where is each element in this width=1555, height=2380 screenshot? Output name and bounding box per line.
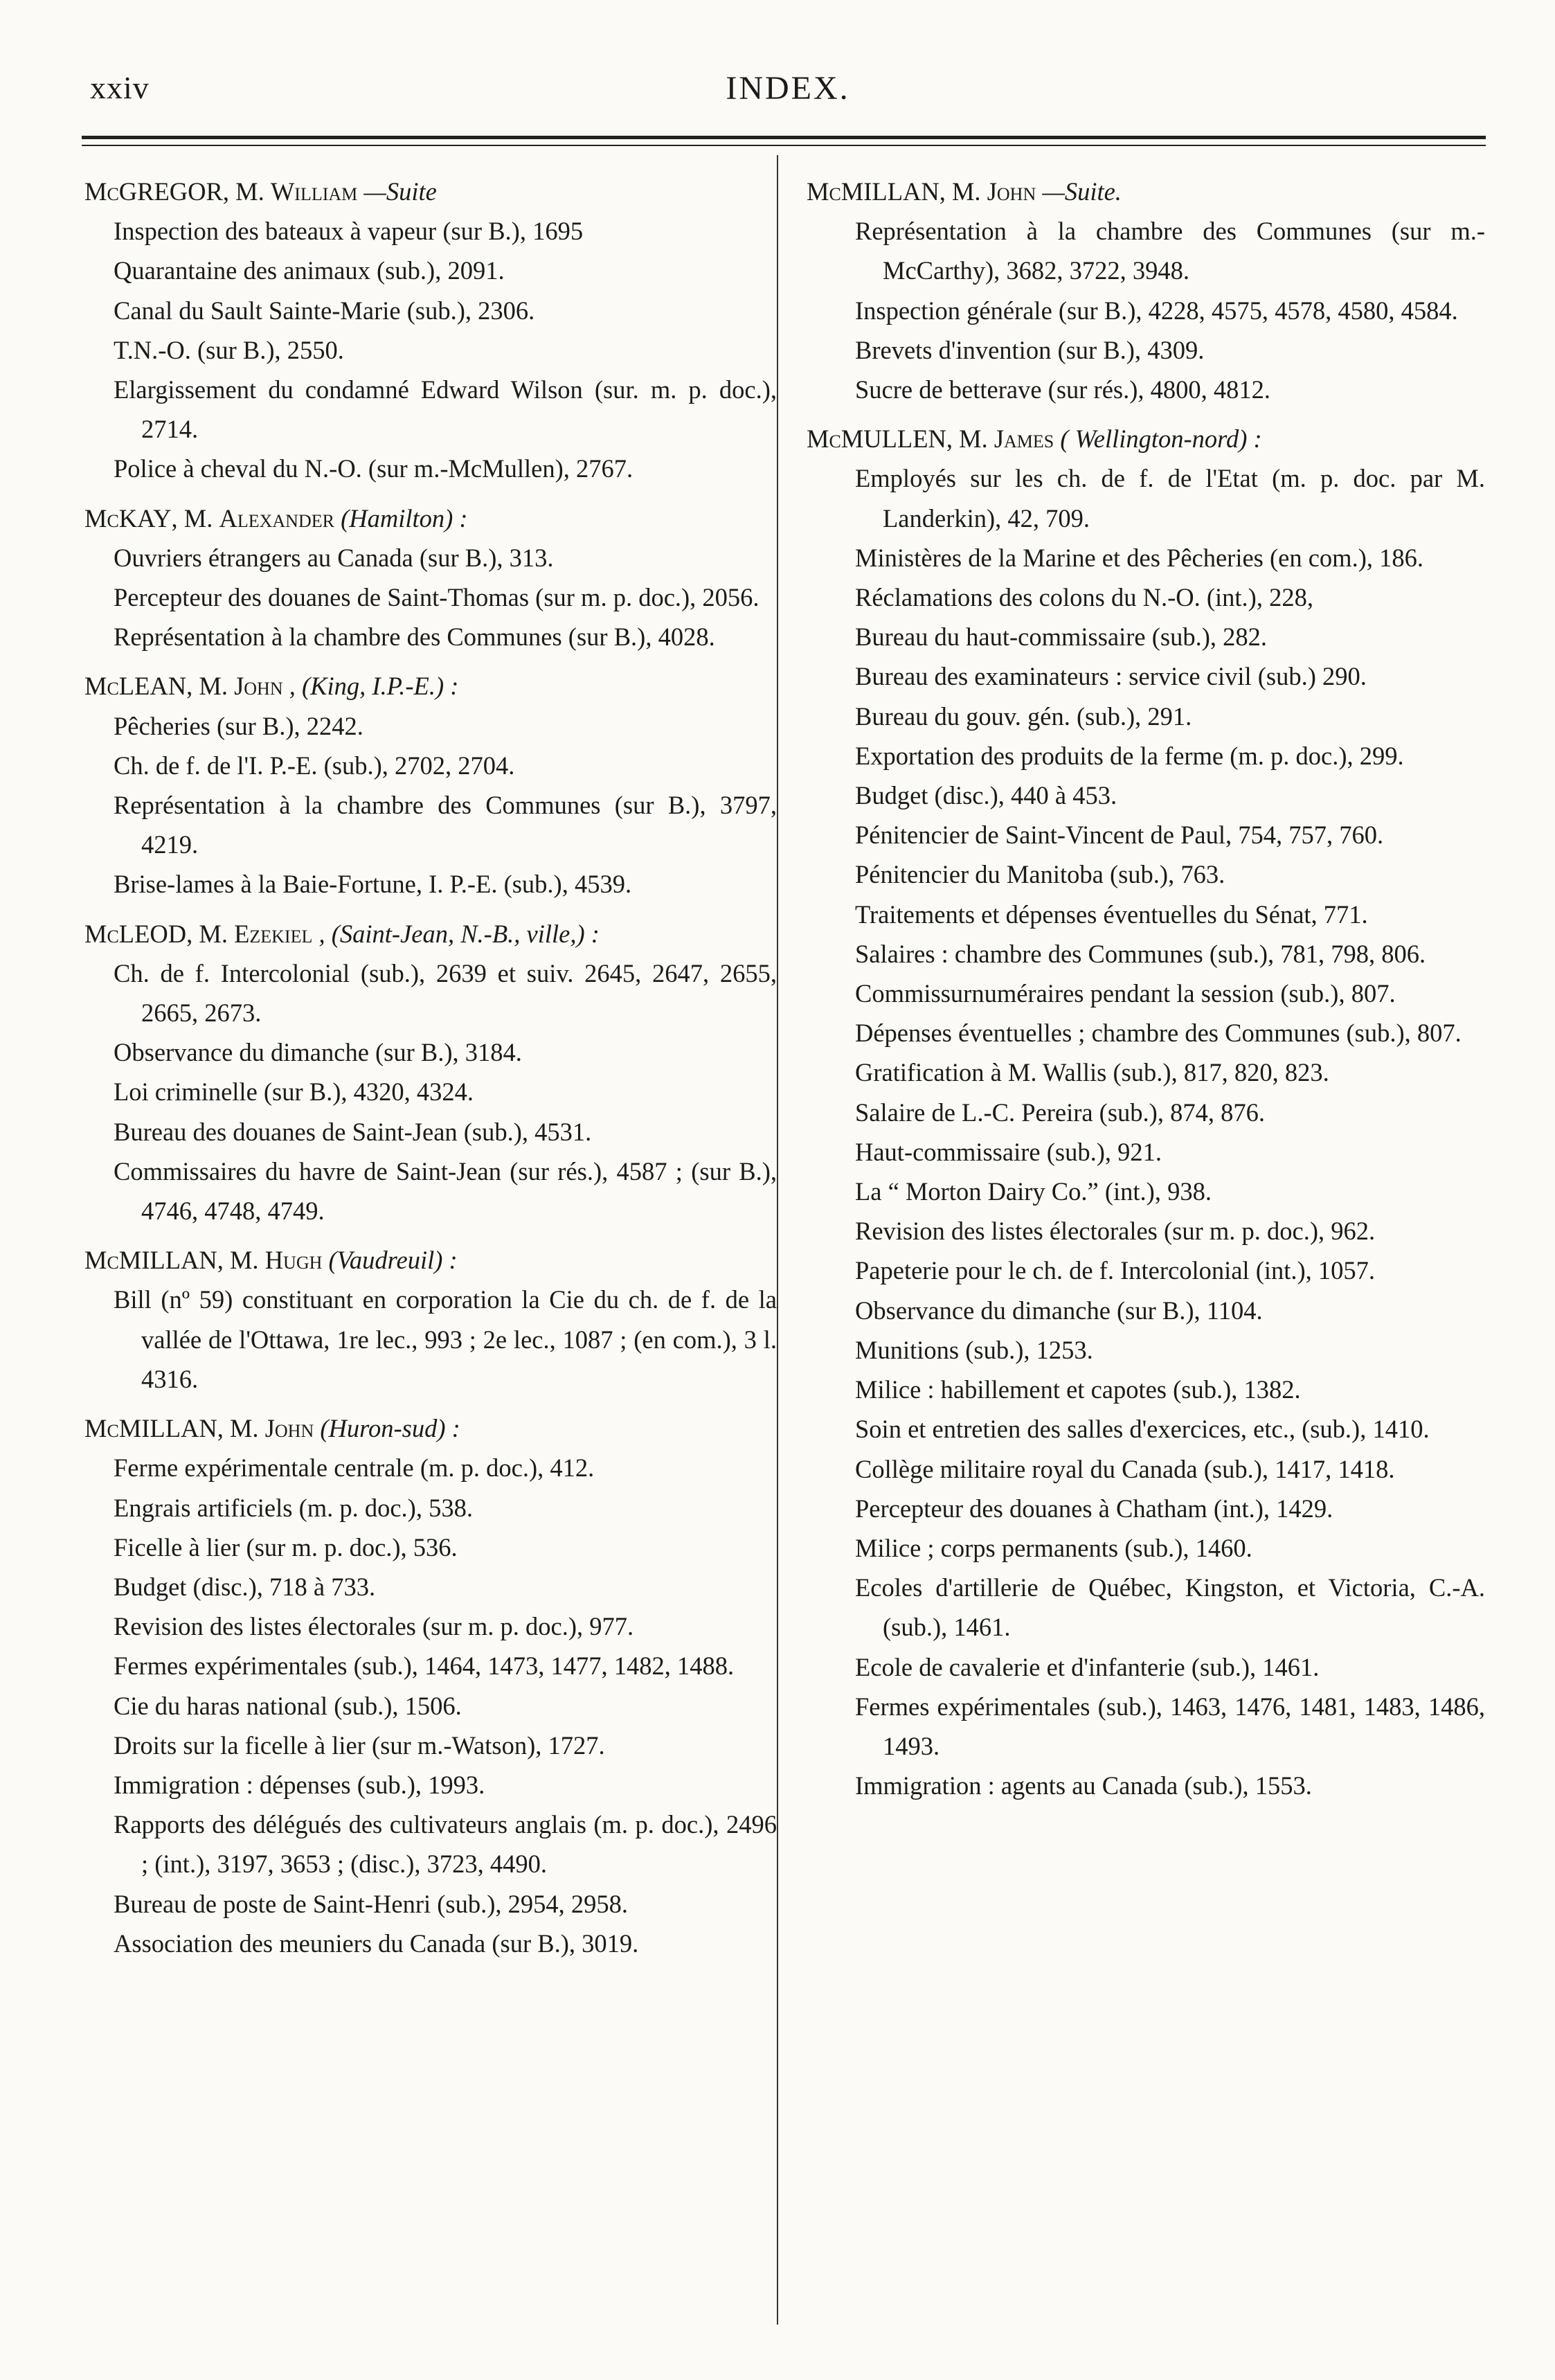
index-heading: McLEAN, M. John , (King, I.P.-E.) : (84, 672, 459, 701)
given-name: Alexander (219, 503, 334, 533)
riding: , (King, I.P.-E.) : (289, 672, 459, 701)
given-name: John (264, 1414, 314, 1443)
honorific: M. (199, 919, 228, 948)
index-entry: Collège militaire royal du Canada (sub.), 1417, 1418. (855, 1454, 1395, 1483)
index-entry: Brevets d'invention (sur B.), 4309. (855, 335, 1205, 364)
index-entry: Pénitencier de Saint-Vincent de Paul, 754, 757, 760. (855, 821, 1384, 850)
surname: McKAY (84, 503, 172, 533)
index-entry: Dépenses éventuelles ; chambre des Communes (sub.), 807. (855, 1019, 1462, 1048)
page-number: xxiv (90, 70, 150, 105)
index-entry: Ch. de f. de l'I. P.-E. (sub.), 2702, 2704. (114, 751, 515, 780)
left-column (84, 172, 777, 1973)
given-name: John (234, 672, 283, 701)
index-group (84, 666, 777, 904)
riding: —Suite. (1042, 177, 1122, 206)
index-entry: Bureau des douanes de Saint-Jean (sub.), 4531. (114, 1117, 592, 1146)
index-entry: Elargissement du condamné Edward Wilson (sur. m. p. doc.), 2714. (114, 375, 777, 444)
index-heading: McMILLAN, M. Hugh (Vaudreuil) : (84, 1246, 458, 1275)
index-entry: Engrais artificiels (m. p. doc.), 538. (114, 1493, 473, 1522)
index-entry: Quarantaine des animaux (sub.), 2091. (114, 256, 505, 285)
surname: McMILLAN (84, 1246, 217, 1275)
honorific: M. (959, 424, 988, 454)
index-heading: McLEOD, M. Ezekiel , (Saint-Jean, N.-B., ville,) : (84, 919, 600, 948)
index-entry: Représentation à la chambre des Communes (sur B.), 3797, 4219. (114, 791, 777, 859)
riding: (Vaudreuil) : (328, 1246, 458, 1275)
header-rule-thin (82, 145, 1486, 146)
header-rule-thick (82, 136, 1486, 139)
index-entry: Ouvriers étrangers au Canada (sur B.), 313. (114, 543, 554, 572)
index-entry: Salaires : chambre des Communes (sub.), 781, 798, 806. (855, 939, 1426, 968)
index-entry: Cie du haras national (sub.), 1506. (114, 1691, 462, 1720)
index-group (807, 172, 1485, 409)
index-entry: La “ Morton Dairy Co.” (int.), 938. (855, 1177, 1212, 1206)
index-entry: Inspection des bateaux à vapeur (sur B.), 1695 (114, 217, 584, 246)
index-group (84, 914, 777, 1231)
index-entry: Munitions (sub.), 1253. (855, 1335, 1093, 1364)
index-entry: Ficelle à lier (sur m. p. doc.), 536. (114, 1532, 458, 1562)
index-entry: Police à cheval du N.-O. (sur m.-McMullen), 2767. (114, 454, 633, 483)
index-entry: Commissaires du havre de Saint-Jean (sur rés.), 4587 ; (sur B.), 4746, 4748, 4749. (114, 1156, 777, 1226)
index-entry: Ch. de f. Intercolonial (sub.), 2639 et suiv. 2645, 2647, 2655, 2665, 2673. (114, 958, 777, 1028)
index-entry: Canal du Sault Sainte-Marie (sub.), 2306. (114, 296, 535, 325)
index-group (807, 419, 1485, 1805)
index-entry: Bureau des examinateurs : service civil (sub.) 290. (855, 662, 1367, 691)
surname: McMILLAN (84, 1414, 217, 1443)
riding: (Huron-sud) : (320, 1414, 460, 1443)
index-entry: Revision des listes électorales (sur m. p. doc.), 977. (114, 1612, 634, 1641)
index-heading: McGREGOR, M. William —Suite (84, 177, 437, 206)
index-entry: Réclamations des colons du N.-O. (int.), 228, (855, 583, 1313, 612)
index-entry: Percepteur des douanes de Saint-Thomas (sur m. p. doc.), 2056. (114, 583, 759, 612)
riding: ( Wellington-nord) : (1060, 424, 1262, 454)
index-heading: McMILLAN, M. John —Suite. (807, 177, 1122, 206)
index-heading: McKAY, M. Alexander (Hamilton) : (84, 503, 468, 533)
index-entry: Pêcheries (sur B.), 2242. (114, 711, 363, 740)
index-entry: Observance du dimanche (sur B.), 3184. (114, 1038, 522, 1067)
surname: McLEOD (84, 919, 187, 948)
riding: (Hamilton) : (341, 503, 468, 533)
surname: McMULLEN (807, 424, 946, 454)
given-name: William (270, 177, 358, 206)
index-entry: Bureau de poste de Saint-Henri (sub.), 2954, 2958. (114, 1889, 629, 1918)
index-entry: Salaire de L.-C. Pereira (sub.), 874, 876. (855, 1098, 1265, 1127)
index-entry: Représentation à la chambre des Communes (sur B.), 4028. (114, 623, 715, 652)
index-entry: Milice : habillement et capotes (sub.), 1382. (855, 1375, 1301, 1404)
page-title: INDEX. (726, 70, 850, 107)
honorific: M. (183, 503, 213, 533)
index-entry: Exportation des produits de la ferme (m. p. doc.), 299. (855, 741, 1404, 770)
index-entry: Budget (disc.), 440 à 453. (855, 781, 1117, 810)
surname: McGREGOR (84, 177, 223, 206)
index-entry: Pénitencier du Manitoba (sub.), 763. (855, 860, 1225, 889)
given-name: Ezekiel (234, 919, 313, 948)
honorific: M. (235, 177, 264, 206)
index-entry: Gratification à M. Wallis (sub.), 817, 820, 823. (855, 1058, 1329, 1087)
given-name: James (994, 424, 1054, 454)
column-divider (777, 155, 778, 2325)
honorific: M. (229, 1414, 259, 1443)
index-entry: Fermes expérimentales (sub.), 1463, 1476, 1481, 1483, 1486, 1493. (855, 1692, 1485, 1760)
index-entry: Ferme expérimentale centrale (m. p. doc.), 412. (114, 1453, 595, 1483)
index-heading: McMULLEN, M. James ( Wellington-nord) : (807, 424, 1262, 454)
index-entry: Percepteur des douanes à Chatham (int.), 1429. (855, 1494, 1333, 1523)
index-group (84, 172, 777, 489)
index-heading: McMILLAN, M. John (Huron-sud) : (84, 1414, 460, 1443)
index-entry: Ministères de la Marine et des Pêcheries (en com.), 186. (855, 543, 1423, 572)
index-entry: Haut-commissaire (sub.), 921. (855, 1137, 1162, 1166)
index-entry: Ecoles d'artillerie de Québec, Kingston, et Victoria, C.-A. (sub.), 1461. (855, 1573, 1485, 1642)
index-entry: Budget (disc.), 718 à 733. (114, 1572, 376, 1601)
index-entry: Employés sur les ch. de f. de l'Etat (m. p. doc. par M. Landerkin), 42, 709. (855, 464, 1485, 533)
given-name: John (987, 177, 1036, 206)
honorific: M. (199, 672, 228, 701)
index-entry: Commissurnuméraires pendant la session (sub.), 807. (855, 979, 1396, 1008)
index-entry: Droits sur la ficelle à lier (sur m.-Watson), 1727. (114, 1730, 605, 1760)
index-entry: Bureau du haut-commissaire (sub.), 282. (855, 623, 1268, 652)
index-entry: T.N.-O. (sur B.), 2550. (114, 335, 344, 364)
index-group (84, 1408, 777, 1963)
given-name: Hugh (264, 1246, 323, 1275)
running-head (90, 48, 1486, 111)
index-entry: Revision des listes électorales (sur m. p. doc.), 962. (855, 1217, 1376, 1246)
index-entry: Inspection générale (sur B.), 4228, 4575, 4578, 4580, 4584. (855, 296, 1458, 325)
index-entry: Fermes expérimentales (sub.), 1464, 1473, 1477, 1482, 1488. (114, 1652, 735, 1681)
honorific: M. (229, 1246, 259, 1275)
index-group (84, 499, 777, 657)
honorific: M. (951, 177, 981, 206)
surname: McMILLAN (807, 177, 940, 206)
riding: —Suite (363, 177, 437, 206)
index-entry: Immigration : agents au Canada (sub.), 1553. (855, 1771, 1312, 1800)
surname: McLEAN (84, 672, 187, 701)
index-entry: Association des meuniers du Canada (sur B.), 3019. (114, 1929, 639, 1958)
index-entry: Bill (nº 59) constituant en corporation la Cie du ch. de f. de la vallée de l'Ottawa, 1re lec., 993 ; 2e lec., 1087 ; (en com.), 3 l. 4316. (114, 1285, 777, 1393)
index-entry: Représentation à la chambre des Communes (sur m.-McCarthy), 3682, 3722, 3948. (855, 217, 1485, 285)
right-column (807, 172, 1485, 1815)
index-group (84, 1240, 777, 1399)
index-entry: Papeterie pour le ch. de f. Intercolonial (int.), 1057. (855, 1256, 1376, 1285)
index-entry: Milice ; corps permanents (sub.), 1460. (855, 1533, 1252, 1562)
index-entry: Soin et entretien des salles d'exercices, etc., (sub.), 1410. (855, 1415, 1430, 1444)
index-entry: Ecole de cavalerie et d'infanterie (sub.), 1461. (855, 1652, 1320, 1681)
index-entry: Sucre de betterave (sur rés.), 4800, 4812. (855, 375, 1271, 404)
index-entry: Bureau du gouv. gén. (sub.), 291. (855, 701, 1192, 731)
riding: , (Saint-Jean, N.-B., ville,) : (318, 919, 600, 948)
index-entry: Rapports des délégués des cultivateurs anglais (m. p. doc.), 2496 ; (int.), 3197, 3653 ; (disc.), 3723, 4490. (114, 1810, 777, 1879)
index-entry: Traitements et dépenses éventuelles du Sénat, 771. (855, 900, 1368, 929)
index-entry: Brise-lames à la Baie-Fortune, I. P.-E. (sub.), 4539. (114, 870, 632, 899)
index-entry: Observance du dimanche (sur B.), 1104. (855, 1296, 1263, 1325)
index-entry: Loi criminelle (sur B.), 4320, 4324. (114, 1077, 474, 1107)
index-entry: Immigration : dépenses (sub.), 1993. (114, 1770, 485, 1799)
